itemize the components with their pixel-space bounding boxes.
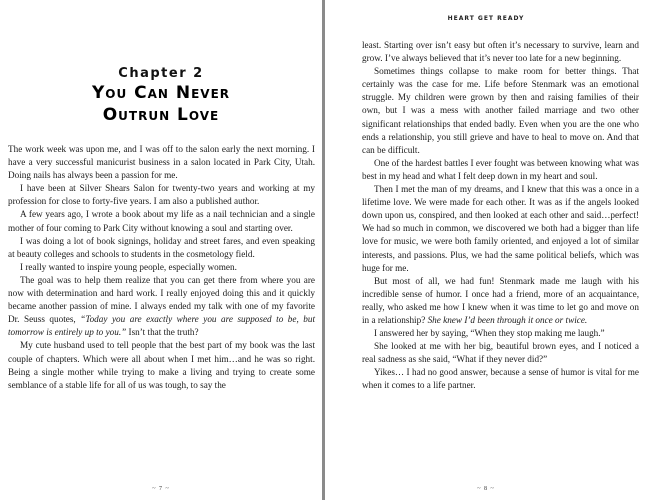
paragraph: I really wanted to inspire young people, especially women. [20,261,237,272]
running-head: HEART GET READY [447,15,525,22]
page-number-left: ~ 7 ~ [152,486,170,492]
paragraph: One of the hardest battles I ever fought was between knowing what was best in my head and what I felt deep down in my heart and soul. [362,157,639,181]
paragraph: Yikes… I had no good answer, because a sense of humor is vital for me when it comes to a life partner. [362,367,639,391]
paragraph [362,275,639,327]
left-page [0,0,322,500]
paragraph-text: The goal was to help them realize that you can get there from where you are now with determination and hard work. I really enjoyed doing this and it quickly became another passion of mine. I always ended my talk with one of my favorite Dr. Seuss quotes, [8,274,315,325]
paragraph: I answered her by saying, “When they stop making me laugh.” [374,328,605,339]
paragraph: Then I met the man of my dreams, and I knew that this was a once in a lifetime love. We were made for each other. It was as if the angels looked down upon us, conspired, and then looked at each other and said…perfect! We had so much in common, we discovered we both had a bigger than life love for music, we were both family oriented, and enjoyed a lot of similar interests, and passions. Plus, we had the same political beliefs, which was huge for me. [362,184,639,273]
chapter-title-line2: Outrun Love [102,105,220,125]
paragraph: The work week was upon me, and I was off to the salon early the next morning. I have a very successful manicurist business in a salon located in Park City, Utah. Doing nails has always been a passion for me. [8,144,315,181]
paragraph: least. Starting over isn’t easy but often it’s necessary to survive, learn and grow. I’ve always believed that it’s never too late for a new beginning. [362,40,639,64]
paragraph-text: Isn’t that the truth? [126,327,199,338]
left-page-body [8,143,315,392]
paragraph [8,274,315,339]
paragraph: I have been at Silver Shears Salon for twenty-two years and working at my profession for close to forty-five years. I am also a published author. [8,183,315,207]
chapter-label: Chapter 2 [118,66,204,81]
page-number-right: ~ 8 ~ [477,486,495,492]
paragraph: I was doing a lot of book signings, holiday and street fares, and even speaking at beauty colleges and schools to students in the cosmetology field. [8,235,315,259]
right-page-body [362,39,639,393]
paragraph: My cute husband used to tell people that the best part of my book was the last couple of chapters. Which were all about when I met him…and he was so right. Being a single mother while trying to make a living and trying to create some semblance of a stable life for all of us was tough, to say the [8,340,315,390]
chapter-title [0,82,322,126]
paragraph: She looked at me with her big, beautiful brown eyes, and I noticed a real sadness as she said, “What if they never did?” [362,341,639,365]
paragraph: Sometimes things collapse to make room for better things. That certainly was the case for me. Life before Stenmark was an emotional struggle. My children were grown by then and raising families of their own, but I was a mess with another failed marriage and two other significant relationships that ended badly. Even when you are the one who ends a relationship, you still grieve and have to heal to move on. And that can be difficult. [362,66,639,155]
seuss-quote: “Today you are exactly where you are supposed to be, but tomorrow is entirely up to you.” [8,314,316,338]
italic-aside: She knew I’d been through it once or twice. [427,314,588,325]
chapter-title-line1: You Can Never [91,83,231,103]
right-page [325,0,647,500]
paragraph: A few years ago, I wrote a book about my life as a nail technician and a single mother of four coming to Park City without knowing a soul and starting over. [8,209,315,233]
paragraph-text: But most of all, we had fun! Stenmark made me laugh with his incredible sense of humor. I once had a friend, more of an acquaintance, really, who asked me how I knew when it was time to let go and move on in a relationship? [362,275,639,325]
